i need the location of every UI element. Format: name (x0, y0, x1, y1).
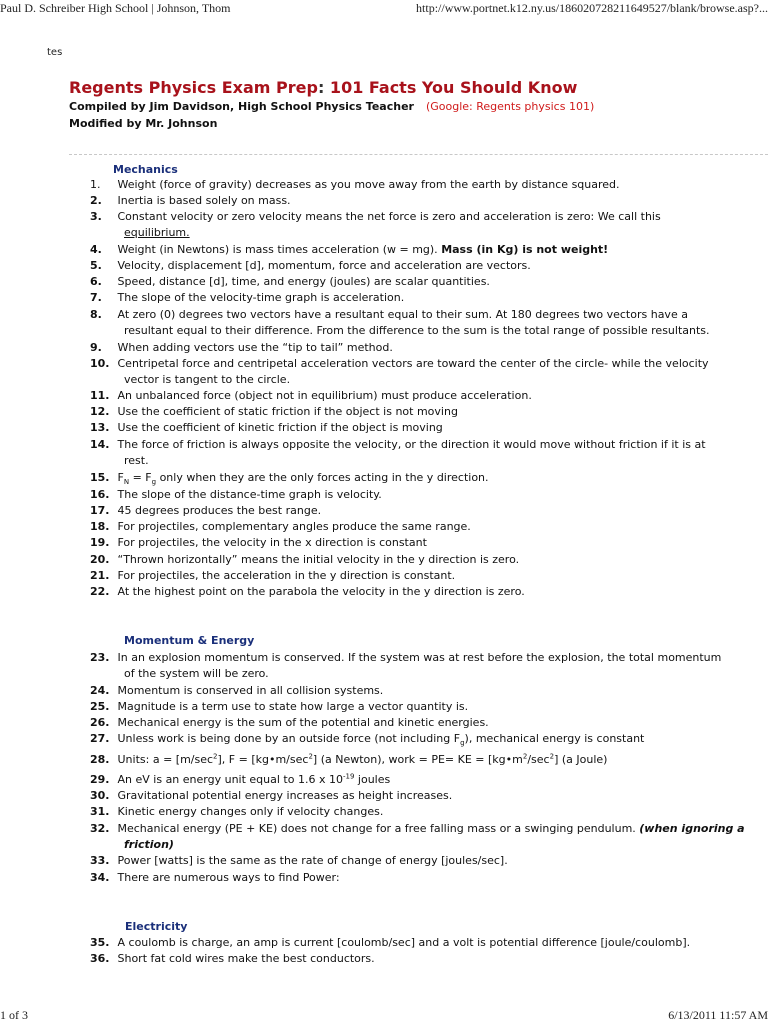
fact-superscript: 2 (213, 752, 218, 761)
fact-number: 20. (90, 553, 110, 566)
fact-text: Momentum is conserved in all collision systems. (117, 684, 384, 697)
fact-26 (90, 715, 758, 731)
fact-superscript: 2 (308, 752, 313, 761)
fact-34 (90, 870, 758, 886)
fact-1 (90, 177, 758, 193)
fact-7 (90, 290, 758, 306)
fact-text: When adding vectors use the “tip to tail” method. (117, 341, 393, 354)
fact-5 (90, 258, 758, 274)
fact-32 (90, 821, 768, 853)
title-part2: 101 Facts You Should Know (324, 78, 578, 97)
fact-31 (90, 804, 758, 820)
fact-23 (90, 650, 758, 682)
fact-number: 26. (90, 716, 110, 729)
page-title (69, 78, 577, 97)
fact-number: 34. (90, 871, 110, 884)
fact-18 (90, 519, 758, 535)
fact-number: 8. (90, 308, 102, 321)
fact-text: At zero (0) degrees two vectors have a resultant equal to their sum. At 180 degrees two vectors have a (117, 308, 688, 321)
fact-3 (90, 209, 758, 241)
fact-33 (90, 853, 758, 869)
fact-number: 16. (90, 488, 110, 501)
tes-label: tes (47, 47, 63, 58)
fact-number: 11. (90, 389, 110, 402)
fact-text: The slope of the distance-time graph is velocity. (117, 488, 382, 501)
fact-13 (90, 420, 758, 436)
fact-number: 15. (90, 471, 110, 484)
fact-number: 13. (90, 421, 110, 434)
fact-number: 29. (90, 773, 110, 786)
fact-28 (90, 752, 758, 768)
fact-text: ] (a Joule) (554, 753, 608, 766)
modified-by: Modified by Mr. Johnson (69, 117, 218, 130)
fact-text: The slope of the velocity-time graph is acceleration. (117, 291, 405, 304)
fact-number: 5. (90, 259, 102, 272)
fact-text: An eV is an energy unit equal to 1.6 x 10 (117, 773, 343, 786)
fact-text: There are numerous ways to find Power: (117, 871, 340, 884)
fact-text: ] (a Newton), work = PE= KE = [kg•m (312, 753, 523, 766)
fact-text: joules (354, 773, 391, 786)
fact-italic-text: (when ignoring a (639, 822, 745, 835)
fact-text: only when they are the only forces acting in the y direction. (156, 471, 489, 484)
fact-text: The force of friction is always opposite the velocity, or the direction it would move without friction if it is at (117, 438, 706, 451)
fact-6 (90, 274, 758, 290)
fact-27 (90, 731, 758, 747)
fact-20 (90, 552, 758, 568)
fact-25 (90, 699, 758, 715)
fact-number: 24. (90, 684, 110, 697)
fact-superscript: -19 (342, 772, 355, 781)
fact-text: Kinetic energy changes only if velocity changes. (117, 805, 384, 818)
fact-19 (90, 535, 758, 551)
fact-10 (90, 356, 758, 388)
fact-text: Velocity, displacement [d], momentum, force and acceleration are vectors. (117, 259, 531, 272)
fact-number: 30. (90, 789, 110, 802)
print-header (0, 0, 768, 16)
fact-number: 33. (90, 854, 110, 867)
fact-15 (90, 470, 758, 486)
fact-text: An unbalanced force (object not in equilibrium) must produce acceleration. (117, 389, 532, 402)
fact-text: Mechanical energy (PE + KE) does not change for a free falling mass or a swinging pendulum. (117, 822, 640, 835)
fact-number: 31. (90, 805, 110, 818)
fact-number: 12. (90, 405, 110, 418)
fact-number: 23. (90, 651, 110, 664)
fact-17 (90, 503, 758, 519)
print-footer (0, 1008, 768, 1024)
fact-text: Centripetal force and centripetal acceleration vectors are toward the center of the circle- while the velocity (117, 357, 709, 370)
fact-number: 36. (90, 952, 110, 965)
fact-number: 14. (90, 438, 110, 451)
section-momentum-energy: Momentum & Energy (124, 634, 255, 647)
fact-number: 32. (90, 822, 110, 835)
fact-number: 35. (90, 936, 110, 949)
fact-continuation: resultant equal to their difference. From the difference to the sum is the total range of possible resultants. (124, 324, 710, 337)
fact-continuation: equilibrium. (124, 226, 190, 239)
compiled-by-text: Compiled by Jim Davidson, High School Physics Teacher (69, 100, 414, 113)
fact-9 (90, 340, 758, 356)
fact-text: Power [watts] is the same as the rate of change of energy [joules/sec]. (117, 854, 508, 867)
fact-35 (90, 935, 758, 951)
fact-continuation: vector is tangent to the circle. (124, 373, 291, 386)
fact-number: 18. (90, 520, 110, 533)
fact-superscript: 2 (522, 752, 528, 761)
fact-number: 1. (90, 178, 101, 191)
print-header-title: Paul D. Schreiber High School | Johnson, Thom (0, 1, 231, 15)
fact-text: Short fat cold wires make the best conductors. (117, 952, 375, 965)
divider (69, 154, 768, 155)
fact-22 (90, 584, 758, 600)
fact-text: Speed, distance [d], time, and energy (joules) are scalar quantities. (117, 275, 490, 288)
fact-number: 28. (90, 753, 110, 766)
fact-2 (90, 193, 758, 209)
fact-bold-text: Mass (in Kg) is not weight! (441, 243, 609, 256)
fact-continuation: rest. (124, 454, 149, 467)
fact-text: For projectiles, the acceleration in the y direction is constant. (117, 569, 456, 582)
fact-continuation: of the system will be zero. (124, 667, 269, 680)
print-timestamp: 6/13/2011 11:57 AM (668, 1008, 768, 1022)
fact-subscript: N (123, 478, 130, 487)
fact-text: Mechanical energy is the sum of the potential and kinetic energies. (117, 716, 489, 729)
fact-continuation: friction) (124, 838, 174, 851)
fact-29 (90, 772, 758, 788)
fact-number: 10. (90, 357, 110, 370)
fact-text: Gravitational potential energy increases as height increases. (117, 789, 453, 802)
fact-number: 2. (90, 194, 102, 207)
fact-text: = F (129, 471, 152, 484)
fact-number: 25. (90, 700, 110, 713)
fact-8 (90, 307, 758, 339)
fact-text: For projectiles, complementary angles produce the same range. (117, 520, 471, 533)
fact-number: 3. (90, 210, 102, 223)
fact-number: 4. (90, 243, 102, 256)
fact-number: 27. (90, 732, 110, 745)
fact-text: F (117, 471, 124, 484)
fact-16 (90, 487, 758, 503)
fact-text: 45 degrees produces the best range. (117, 504, 322, 517)
fact-text: Magnitude is a term use to state how large a vector quantity is. (117, 700, 469, 713)
fact-text: “Thrown horizontally” means the initial velocity in the y direction is zero. (117, 553, 520, 566)
page-count: 1 of 3 (0, 1008, 28, 1022)
fact-text: Units: a = [m/sec (117, 753, 214, 766)
fact-36 (90, 951, 758, 967)
fact-text: Weight (force of gravity) decreases as you move away from the earth by distance squared. (117, 178, 620, 191)
fact-superscript: 2 (549, 752, 555, 761)
fact-number: 22. (90, 585, 110, 598)
fact-number: 7. (90, 291, 102, 304)
fact-text: ], F = [kg•m/sec (217, 753, 309, 766)
fact-11 (90, 388, 758, 404)
print-header-url: http://www.portnet.k12.ny.us/18602072821164952​7/blank/browse.asp?... (416, 1, 768, 15)
fact-text: Use the coefficient of kinetic friction if the object is moving (117, 421, 443, 434)
fact-14 (90, 437, 758, 469)
fact-30 (90, 788, 758, 804)
fact-21 (90, 568, 758, 584)
fact-text: Unless work is being done by an outside force (not including F (117, 732, 461, 745)
fact-text: Weight (in Newtons) is mass times acceleration (w = mg). (117, 243, 442, 256)
compiled-by (69, 100, 594, 113)
fact-text: ), mechanical energy is constant (464, 732, 645, 745)
fact-number: 6. (90, 275, 102, 288)
fact-number: 19. (90, 536, 110, 549)
fact-text: /sec (527, 753, 550, 766)
fact-text: Constant velocity or zero velocity means the net force is zero and acceleration is zero: We call this (117, 210, 661, 223)
google-note: (Google: Regents physics 101) (425, 100, 595, 113)
fact-text: At the highest point on the parabola the velocity in the y direction is zero. (117, 585, 525, 598)
fact-subscript: g (460, 739, 465, 748)
fact-number: 9. (90, 341, 102, 354)
fact-text: Use the coefficient of static friction if the object is not moving (117, 405, 458, 418)
fact-number: 21. (90, 569, 110, 582)
title-colon: : (317, 78, 325, 97)
section-electricity: Electricity (125, 920, 188, 933)
fact-number: 17. (90, 504, 110, 517)
fact-text: In an explosion momentum is conserved. If the system was at rest before the explosion, the total momentum (117, 651, 722, 664)
fact-text: For projectiles, the velocity in the x direction is constant (117, 536, 427, 549)
fact-subscript: g (151, 478, 157, 487)
section-mechanics: Mechanics (113, 163, 178, 176)
fact-text: Inertia is based solely on mass. (117, 194, 291, 207)
fact-text: A coulomb is charge, an amp is current [coulomb/sec] and a volt is potential difference [joule/coulomb]. (117, 936, 691, 949)
fact-4 (90, 242, 758, 258)
fact-24 (90, 683, 758, 699)
fact-12 (90, 404, 758, 420)
title-part1: Regents Physics Exam Prep (69, 78, 318, 97)
